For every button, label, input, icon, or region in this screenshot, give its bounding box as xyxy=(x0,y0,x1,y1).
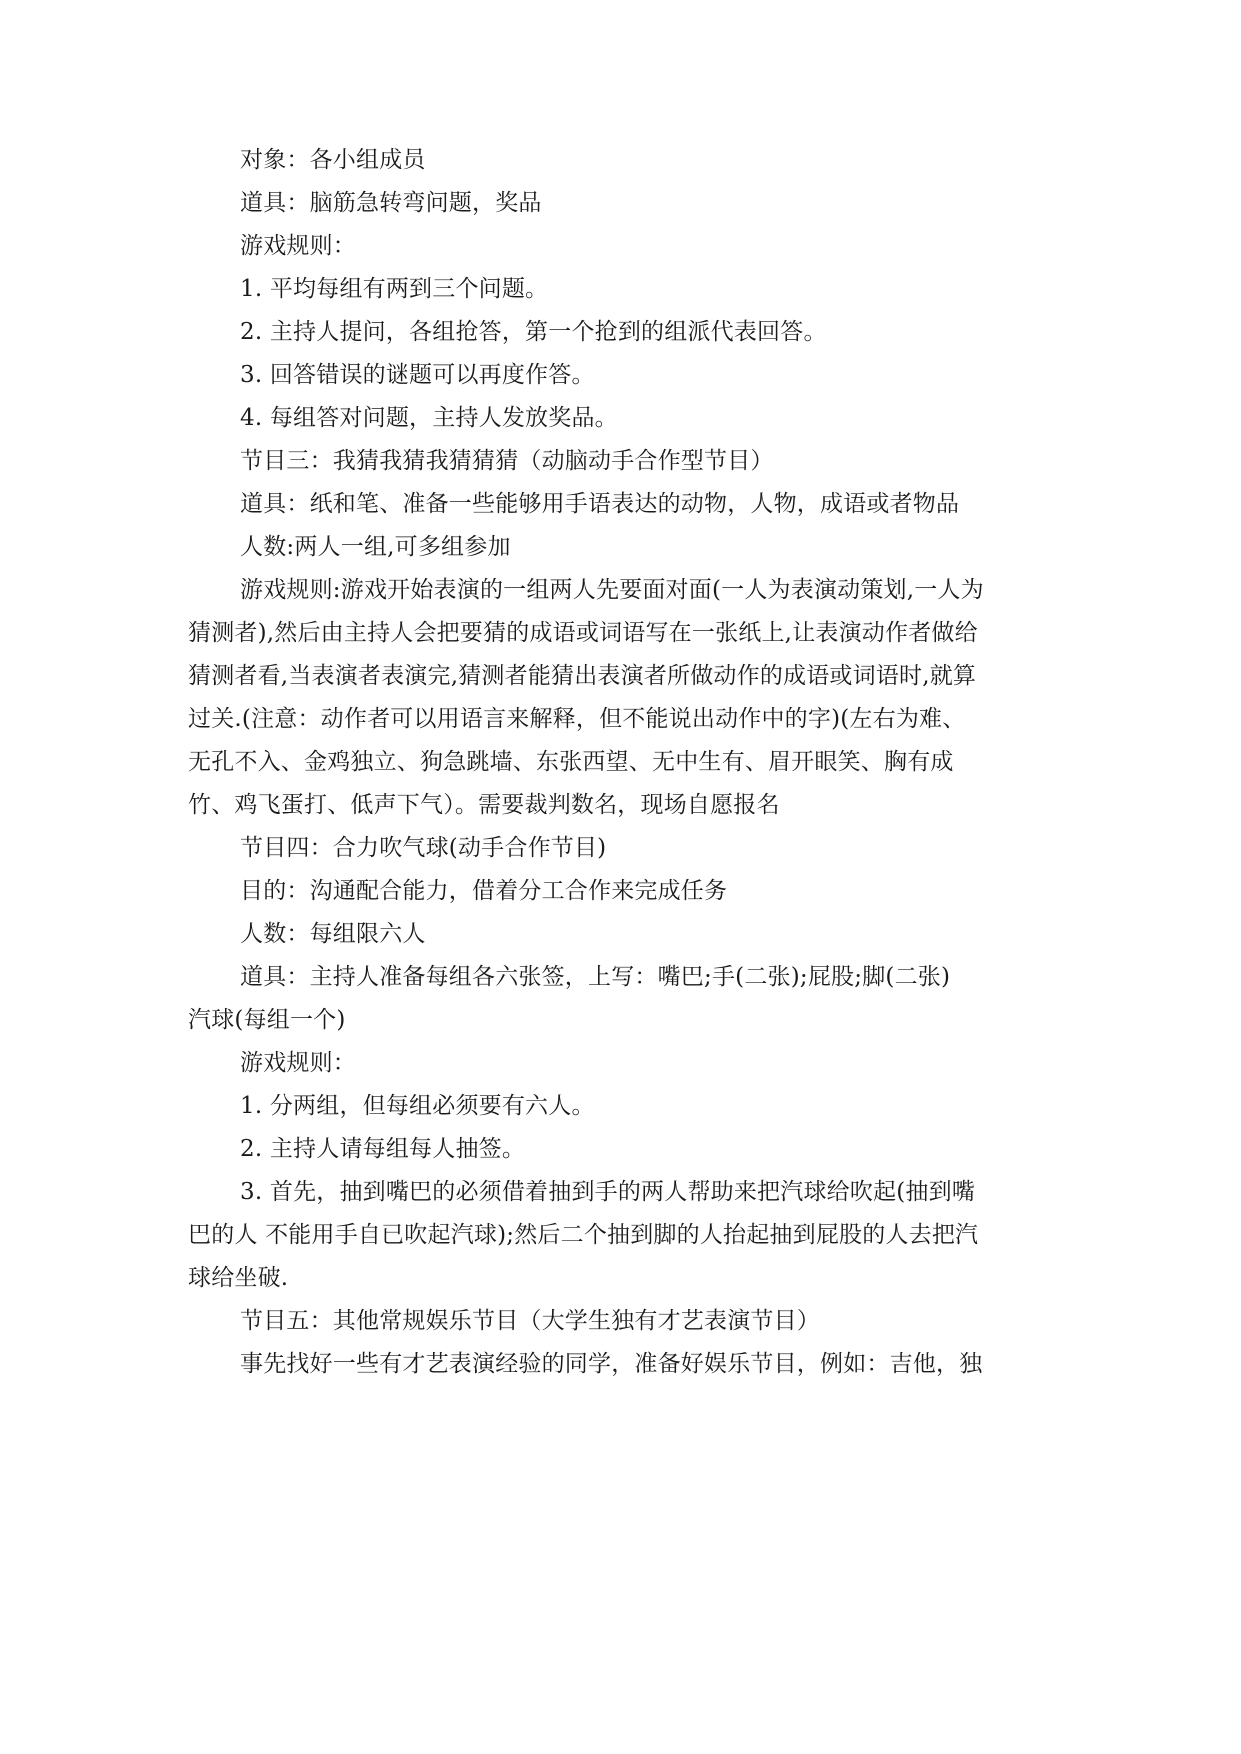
text-line: 游戏规则： xyxy=(240,233,356,259)
text-line: 事先找好一些有才艺表演经验的同学，准备好娱乐节目，例如：吉他，独 xyxy=(240,1351,983,1377)
text-line: 游戏规则： xyxy=(240,1050,356,1076)
text-line: 道具：主持人准备每组各六张签，上写：嘴巴;手(二张);屁股;脚(二张) xyxy=(240,964,951,990)
list-item: 1. 平均每组有两到三个问题。 xyxy=(240,276,549,302)
section-heading: 节目四：合力吹气球(动手合作节目) xyxy=(240,835,607,861)
text-line: 无孔不入、金鸡独立、狗急跳墙、东张西望、无中生有、眉开眼笑、胸有成 xyxy=(188,749,954,775)
text-line: 猜测者看,当表演者表演完,猜测者能猜出表演者所做动作的成语或词语时,就算 xyxy=(188,663,977,689)
text-line: 人数:两人一组,可多组参加 xyxy=(240,534,511,560)
text-line: 人数：每组限六人 xyxy=(240,921,426,947)
text-line: 猜测者),然后由主持人会把要猜的成语或词语写在一张纸上,让表演动作者做给 xyxy=(188,620,978,646)
text-line: 道具：纸和笔、准备一些能够用手语表达的动物，人物，成语或者物品 xyxy=(240,491,960,517)
list-item: 1. 分两组，但每组必须要有六人。 xyxy=(240,1093,595,1119)
section-heading: 节目五：其他常规娱乐节目（大学生独有才艺表演节目） xyxy=(240,1308,820,1334)
list-item: 2. 主持人请每组每人抽签。 xyxy=(240,1136,526,1162)
text-line: 球给坐破. xyxy=(188,1265,289,1291)
list-item: 2. 主持人提问，各组抢答，第一个抢到的组派代表回答。 xyxy=(240,319,827,345)
text-line: 汽球(每组一个) xyxy=(188,1007,346,1033)
list-item: 3. 首先，抽到嘴巴的必须借着抽到手的两人帮助来把汽球给吹起(抽到嘴 xyxy=(240,1179,976,1205)
text-line: 对象：各小组成员 xyxy=(240,147,426,173)
list-item: 3. 回答错误的谜题可以再度作答。 xyxy=(240,362,595,388)
text-line: 竹、鸡飞蛋打、低声下气）。需要裁判数名，现场自愿报名 xyxy=(188,792,780,818)
section-heading: 节目三：我猜我猜我猜猜猜（动脑动手合作型节目） xyxy=(240,448,774,474)
text-line: 过关.(注意：动作者可以用语言来解释，但不能说出动作中的字)(左右为难、 xyxy=(188,706,966,732)
list-item: 4. 每组答对问题，主持人发放奖品。 xyxy=(240,405,618,431)
text-line: 道具：脑筋急转弯问题，奖品 xyxy=(240,190,542,216)
text-line: 游戏规则:游戏开始表演的一组两人先要面对面(一人为表演动策划,一人为 xyxy=(240,577,984,603)
text-line: 巴的人 不能用手自已吹起汽球);然后二个抽到脚的人抬起抽到屁股的人去把汽 xyxy=(188,1222,979,1248)
text-line: 目的：沟通配合能力，借着分工合作来完成任务 xyxy=(240,878,728,904)
